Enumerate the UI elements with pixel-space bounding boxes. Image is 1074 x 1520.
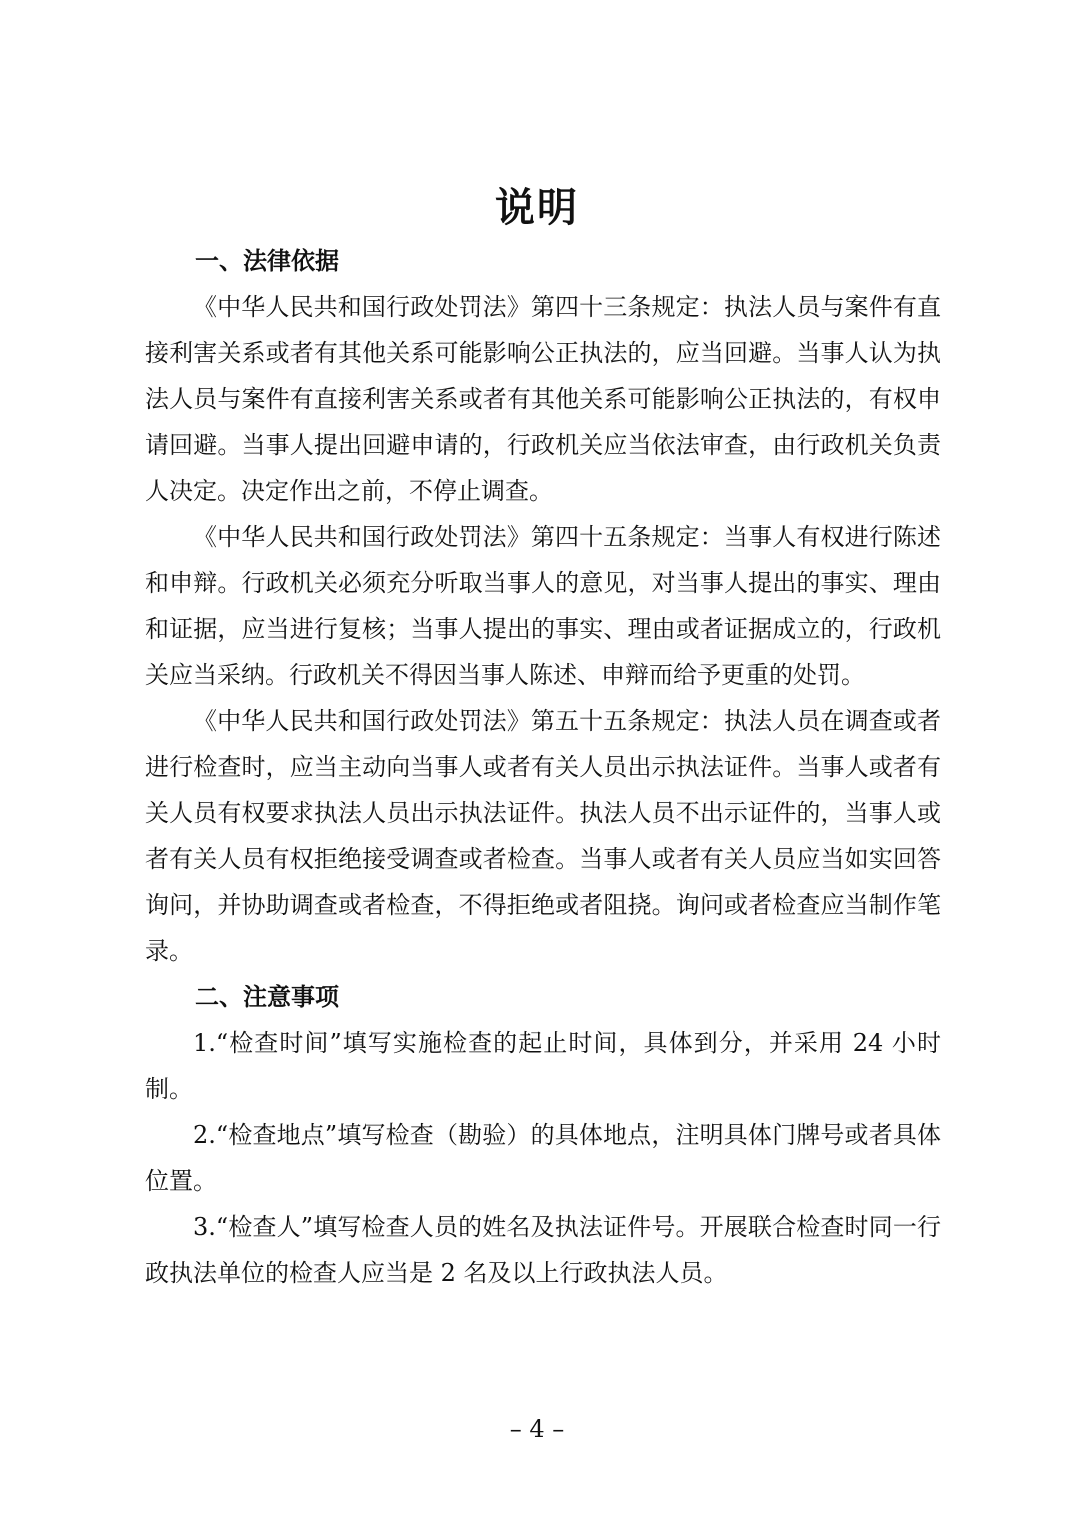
note-item-1: 1.“检查时间”填写实施检查的起止时间，具体到分，并采用 24 小时制。 xyxy=(145,1029,941,1103)
paragraph-article-55: 《中华人民共和国行政处罚法》第五十五条规定：执法人员在调查或者进行检查时，应当主动向当事人或者有关人员出示执法证件。当事人或者有关人员有权要求执法人员出示执法证件。执法人员不出示证件的，当事人或者有关人员有权拒绝接受调查或者检查。当事人或者有关人员应当如实回答询问，并协助调查或者检查，不得拒绝或者阻挠。询问或者检查应当制作笔录。 xyxy=(145,707,941,965)
page-number: – 4 – xyxy=(509,1415,565,1443)
section-heading-notes: 二、注意事项 xyxy=(195,983,339,1011)
paragraph-article-43: 《中华人民共和国行政处罚法》第四十三条规定：执法人员与案件有直接利害关系或者有其他关系可能影响公正执法的，应当回避。当事人认为执法人员与案件有直接利害关系或者有其他关系可能影响公正执法的，有权申请回避。当事人提出回避申请的，行政机关应当依法审查，由行政机关负责人决定。决定作出之前，不停止调查。 xyxy=(145,293,941,505)
section-heading-legal-basis: 一、法律依据 xyxy=(195,247,339,275)
page-title: 说明 xyxy=(495,184,579,231)
note-item-2: 2.“检查地点”填写检查（勘验）的具体地点，注明具体门牌号或者具体位置。 xyxy=(145,1121,941,1195)
note-item-3: 3.“检查人”填写检查人员的姓名及执法证件号。开展联合检查时同一行政执法单位的检查人应当是 2 名及以上行政执法人员。 xyxy=(145,1213,941,1287)
paragraph-article-45: 《中华人民共和国行政处罚法》第四十五条规定：当事人有权进行陈述和申辩。行政机关必须充分听取当事人的意见，对当事人提出的事实、理由和证据，应当进行复核；当事人提出的事实、理由或者证据成立的，行政机关应当采纳。行政机关不得因当事人陈述、申辩而给予更重的处罚。 xyxy=(145,523,941,689)
document-body xyxy=(145,238,941,1296)
